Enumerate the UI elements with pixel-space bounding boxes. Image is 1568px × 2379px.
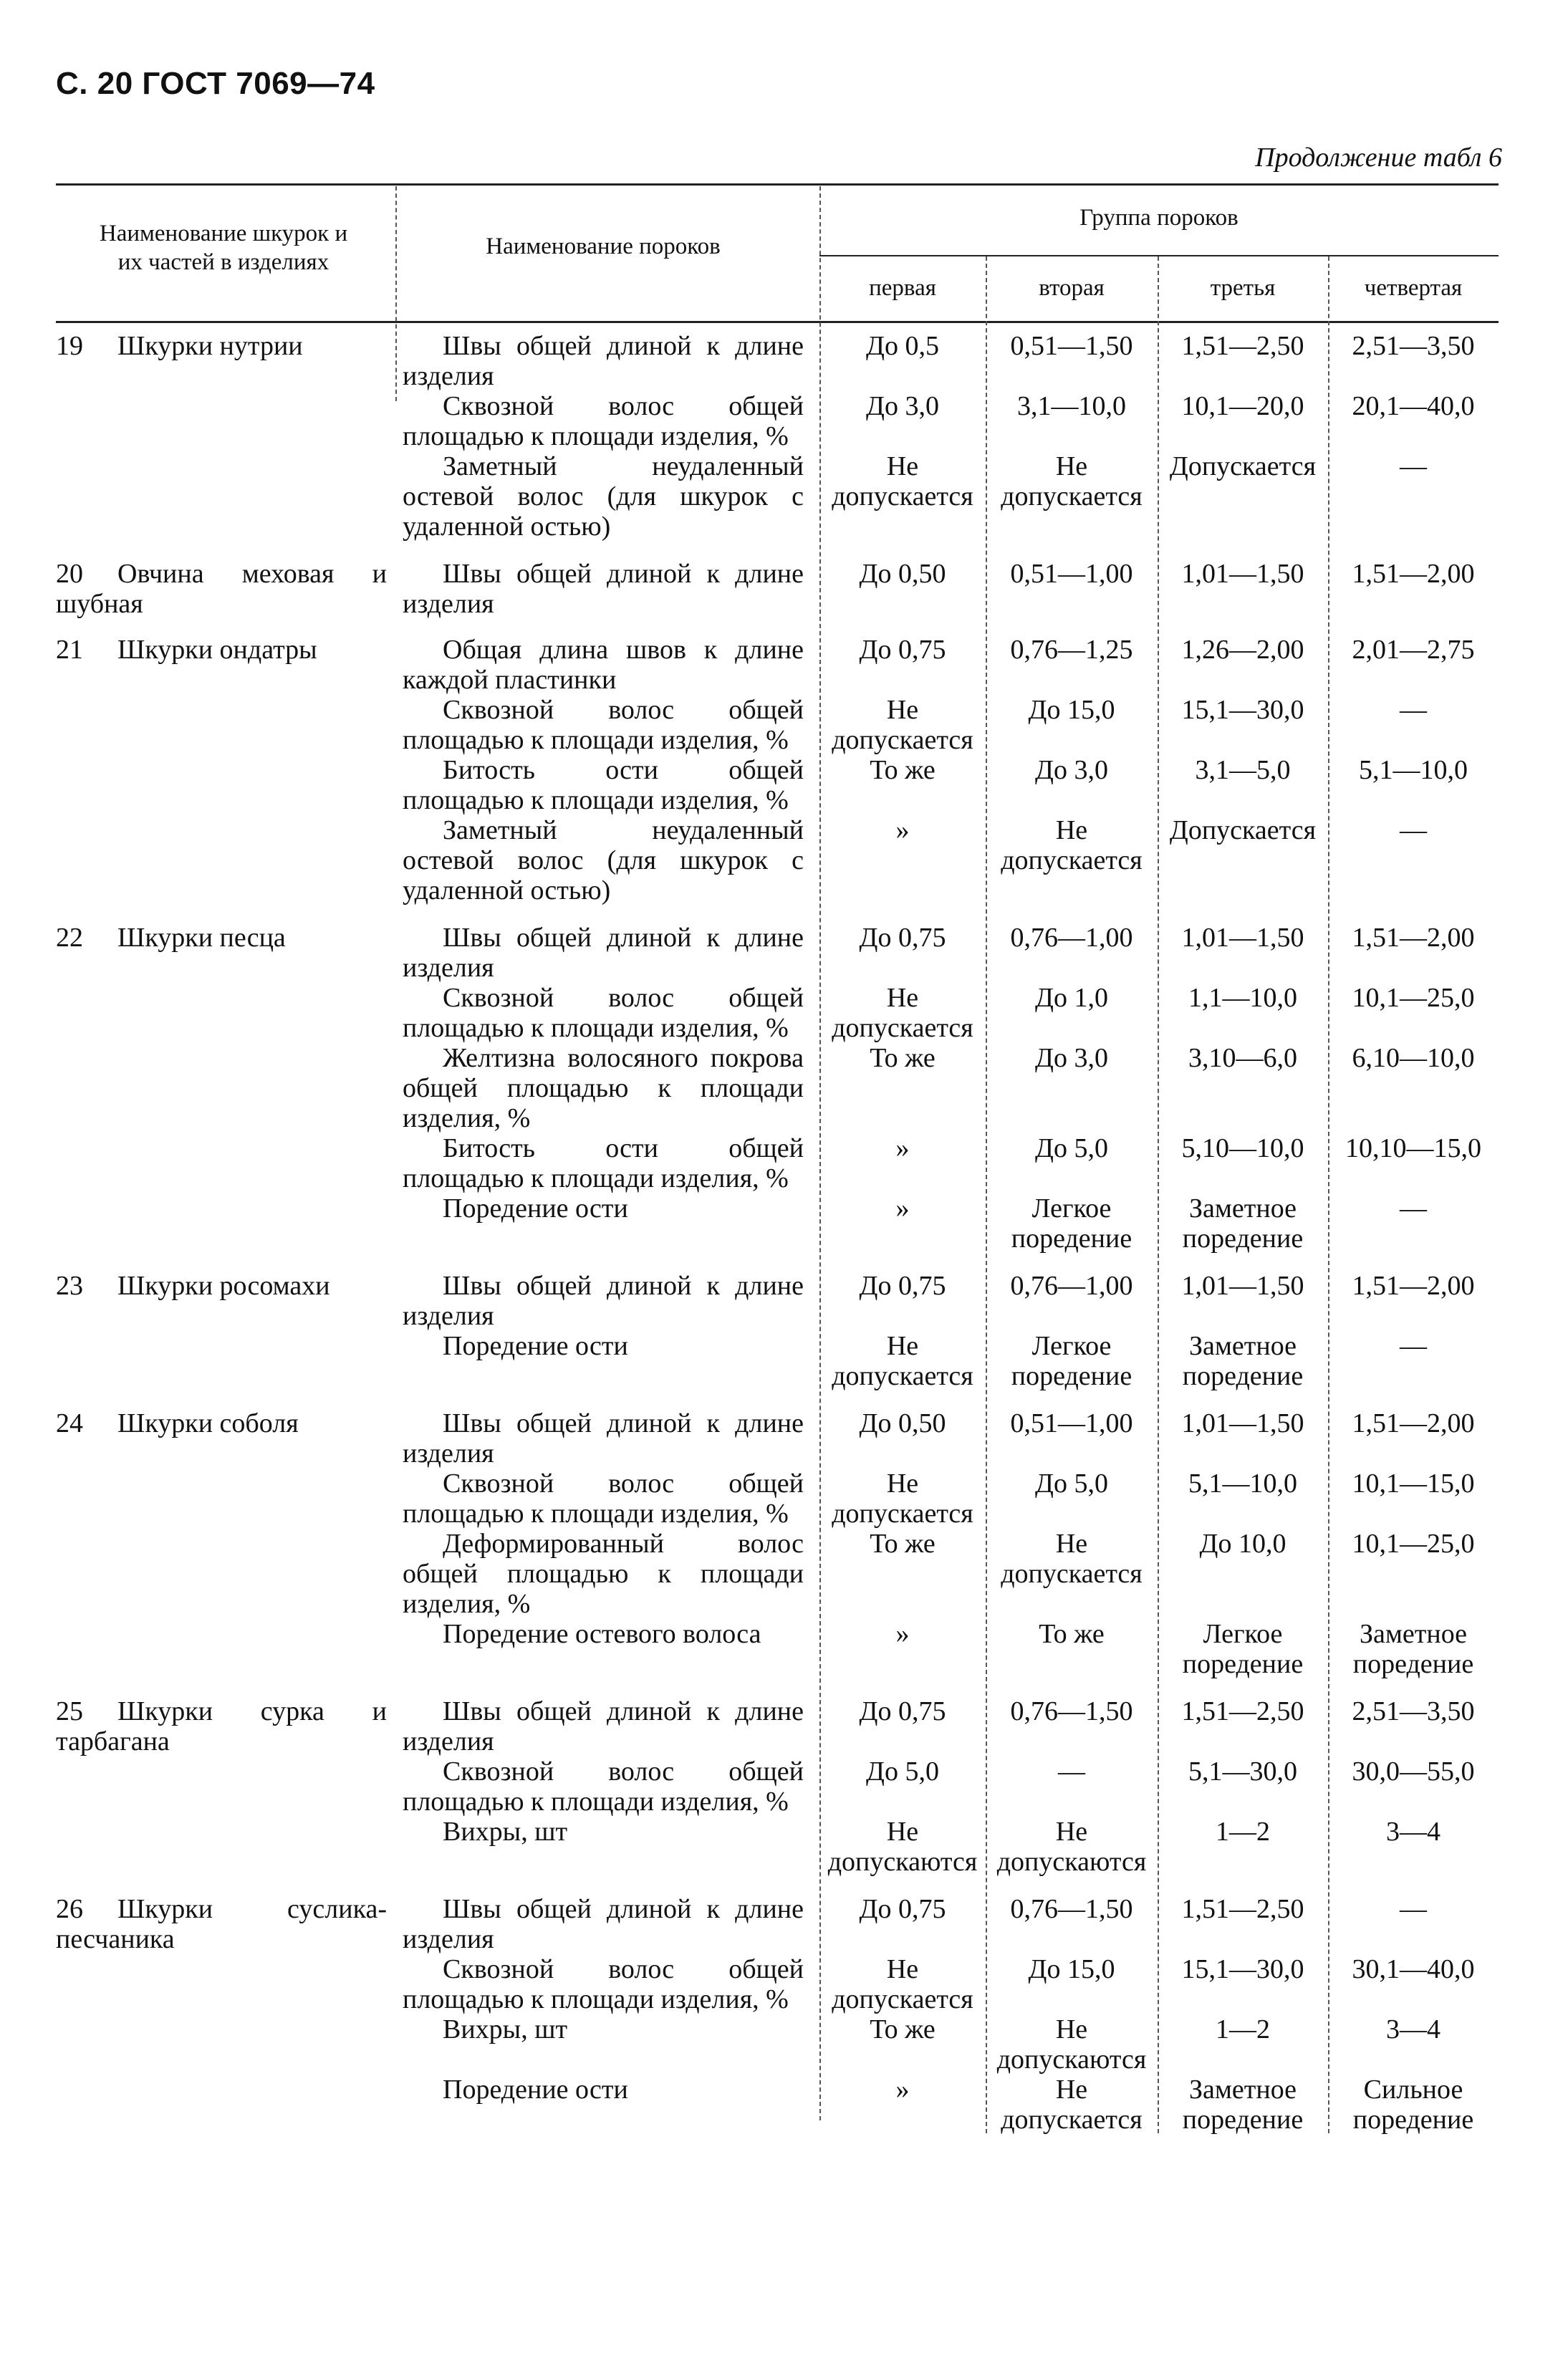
table-cell-group-3: 3,10—6,0: [1188, 1043, 1297, 1073]
table-cell-group-4: 2,51—3,50: [1352, 331, 1475, 361]
table-cell-group-1: Не допускается: [832, 1954, 973, 2014]
table-cell-item-name: [56, 1271, 387, 1301]
table-cell-group-1: До 0,75: [859, 1696, 946, 1726]
table-continuation-label: Продолжение табл 6: [1255, 143, 1502, 173]
table-cell-group-2: 0,76—1,00: [1010, 1271, 1133, 1301]
table-cell-group-1: Не допускается: [832, 695, 973, 755]
table-cell-group-1: Не допускается: [832, 451, 973, 511]
table-cell-defect: Поредение ости: [443, 1331, 628, 1361]
table-cell-group-1: До 5,0: [866, 1756, 939, 1787]
table-top-rule: [56, 183, 1499, 186]
row-number: 19: [56, 331, 83, 361]
table-cell-group-1: До 3,0: [866, 391, 939, 421]
group-subheader-rule: [819, 255, 1499, 256]
table-cell-defect: Вихры, шт: [443, 2014, 568, 2044]
table-cell-group-3: 1,51—2,50: [1181, 1894, 1304, 1924]
table-cell-group-3: Легкое поредение: [1182, 1619, 1304, 1679]
header-group-4: четвертая: [1364, 275, 1463, 301]
table-cell-group-4: —: [1400, 695, 1427, 725]
table-cell-group-1: До 0,50: [859, 559, 946, 589]
table-cell-defect: Поредение ости: [443, 2075, 628, 2105]
header-bottom-rule: [56, 321, 1499, 323]
table-cell-group-3: Допускается: [1169, 451, 1317, 481]
table-cell-item-name: [56, 923, 387, 953]
table-cell-group-2: 0,76—1,25: [1010, 635, 1133, 665]
table-cell-group-1: То же: [870, 2014, 935, 2044]
row-number: 26: [56, 1894, 83, 1924]
table-cell-group-2: 0,76—1,50: [1010, 1696, 1133, 1726]
table-cell-group-4: 1,51—2,00: [1352, 1271, 1475, 1301]
table-cell-group-2: До 3,0: [1035, 755, 1108, 785]
item-name: Шкурки сурка и тарбагана: [56, 1696, 387, 1756]
table-cell-group-1: До 0,75: [859, 1271, 946, 1301]
table-cell-defect: Сквозной волос общей площадью к площади изделия, %: [403, 1756, 804, 1817]
row-number: 22: [56, 923, 83, 953]
table-cell-group-1: До 0,75: [859, 635, 946, 665]
table-cell-group-4: 5,1—10,0: [1359, 755, 1468, 785]
table-cell-group-4: 20,1—40,0: [1352, 391, 1475, 421]
table-cell-defect: Швы общей длиной к длине изделия: [403, 1894, 804, 1954]
table-cell-defect: Швы общей длиной к длине изделия: [403, 1408, 804, 1469]
table-cell-group-3: 1,51—2,50: [1181, 331, 1304, 361]
table-cell-group-3: 1—2: [1216, 2014, 1270, 2044]
table-cell-defect: Заметный неудаленный остевой волос (для шкурок с удаленной остью): [403, 815, 804, 905]
row-number: 24: [56, 1408, 83, 1438]
item-name: Шкурки нутрии: [117, 331, 303, 361]
table-cell-group-1: До 0,75: [859, 1894, 946, 1924]
table-cell-group-2: До 5,0: [1035, 1469, 1108, 1499]
row-number: 25: [56, 1696, 83, 1726]
table-cell-defect: Швы общей длиной к длине изделия: [403, 923, 804, 983]
table-cell-group-3: 1—2: [1216, 1817, 1270, 1847]
table-cell-item-name: [56, 635, 387, 665]
table-cell-group-4: 6,10—10,0: [1352, 1043, 1475, 1073]
table-cell-group-2: До 3,0: [1035, 1043, 1108, 1073]
table-cell-group-1: Не допускается: [832, 1469, 973, 1529]
table-cell-group-1: »: [895, 1619, 910, 1649]
table-cell-group-3: 1,01—1,50: [1181, 559, 1304, 589]
table-cell-group-3: 1,51—2,50: [1181, 1696, 1304, 1726]
table-cell-group-3: Заметное поредение: [1182, 1193, 1304, 1254]
table-cell-group-4: —: [1400, 1331, 1427, 1361]
table-cell-group-4: —: [1400, 1193, 1427, 1224]
table-cell-group-3: 5,10—10,0: [1181, 1133, 1304, 1163]
table-cell-item-name: [56, 331, 387, 361]
table-cell-group-3: 1,26—2,00: [1181, 635, 1304, 665]
table-cell-group-2: Не допускаются: [996, 2014, 1147, 2075]
table-cell-group-3: 5,1—10,0: [1188, 1469, 1297, 1499]
table-cell-group-4: 3—4: [1386, 1817, 1440, 1847]
page-header: С. 20 ГОСТ 7069—74: [56, 66, 375, 101]
header-defect-name: Наименование пороков: [486, 234, 721, 259]
table-cell-group-4: Сильное поредение: [1352, 2075, 1474, 2135]
table-cell-group-2: До 15,0: [1028, 1954, 1115, 1984]
table-cell-defect: Сквозной волос общей площадью к площади изделия, %: [403, 983, 804, 1043]
table-cell-item-name: [56, 1408, 387, 1438]
table-cell-defect: Поредение остевого волоса: [443, 1619, 761, 1649]
item-name: Шкурки ондатры: [117, 635, 317, 665]
table-cell-defect: Поредение ости: [443, 1193, 628, 1224]
table-cell-group-4: 1,51—2,00: [1352, 923, 1475, 953]
table-cell-defect: Швы общей длиной к длине изделия: [403, 331, 804, 391]
table-cell-group-3: 15,1—30,0: [1181, 1954, 1304, 1984]
table-cell-group-4: 2,51—3,50: [1352, 1696, 1475, 1726]
table-cell-defect: Битость ости общей площадью к площади изделия, %: [403, 1133, 804, 1193]
table-cell-group-2: То же: [1039, 1619, 1105, 1649]
table-cell-group-3: Заметное поредение: [1182, 2075, 1304, 2135]
table-cell-item-name: [56, 559, 387, 619]
table-cell-defect: Швы общей длиной к длине изделия: [403, 1696, 804, 1756]
item-name: Шкурки росомахи: [117, 1271, 330, 1301]
table-cell-group-4: 3—4: [1386, 2014, 1440, 2044]
table-cell-group-2: 0,51—1,00: [1010, 559, 1133, 589]
table-cell-group-2: До 15,0: [1028, 695, 1115, 725]
table-cell-defect: Швы общей длиной к длине изделия: [403, 559, 804, 619]
table-cell-group-4: Заметное поредение: [1352, 1619, 1474, 1679]
table-cell-group-4: 1,51—2,00: [1352, 559, 1475, 589]
table-cell-defect: Сквозной волос общей площадью к площади изделия, %: [403, 695, 804, 755]
table-cell-group-2: Легкое поредение: [1011, 1331, 1132, 1391]
table-cell-group-4: 10,1—15,0: [1352, 1469, 1475, 1499]
item-name: Шкурки песца: [117, 923, 286, 953]
table-cell-defect: Сквозной волос общей площадью к площади изделия, %: [403, 391, 804, 451]
table-cell-group-1: До 0,50: [859, 1408, 946, 1438]
table-cell-group-1: Не допускается: [832, 983, 973, 1043]
row-number: 21: [56, 635, 83, 665]
table-cell-group-2: —: [1058, 1756, 1085, 1787]
table-cell-group-4: 1,51—2,00: [1352, 1408, 1475, 1438]
table-cell-group-1: »: [895, 1193, 910, 1224]
table-cell-group-3: 1,1—10,0: [1188, 983, 1297, 1013]
table-cell-group-3: До 10,0: [1199, 1529, 1286, 1559]
table-cell-group-4: 10,1—25,0: [1352, 1529, 1475, 1559]
header-defect-group: Группа пороков: [1079, 205, 1238, 231]
table-cell-group-2: 0,76—1,50: [1010, 1894, 1133, 1924]
table-cell-item-name: [56, 1696, 387, 1756]
table-cell-group-4: —: [1400, 815, 1427, 845]
table-cell-group-4: 10,1—25,0: [1352, 983, 1475, 1013]
table-cell-group-4: —: [1400, 451, 1427, 481]
item-name: Шкурки суслика-песчаника: [56, 1894, 387, 1954]
table-cell-group-4: 30,1—40,0: [1352, 1954, 1475, 1984]
table-cell-defect: Швы общей длиной к длине изделия: [403, 1271, 804, 1331]
table-cell-group-2: Не допускаются: [996, 1817, 1147, 1877]
table-cell-defect: Вихры, шт: [443, 1817, 568, 1847]
row-number: 23: [56, 1271, 83, 1301]
row-number: 20: [56, 559, 83, 589]
table-cell-item-name: [56, 1894, 387, 1954]
header-group-3: третья: [1210, 275, 1276, 301]
table-cell-group-1: То же: [870, 1529, 935, 1559]
table-cell-defect: Общая длина швов к длине каждой пластинки: [403, 635, 804, 695]
header-group-2: вторая: [1039, 275, 1105, 301]
table-cell-group-3: 15,1—30,0: [1181, 695, 1304, 725]
header-item-name: Наименование шкурок и их частей в изделиях: [99, 221, 348, 275]
table-cell-defect: Битость ости общей площадью к площади изделия, %: [403, 755, 804, 815]
header-group-1: первая: [869, 275, 936, 301]
table-cell-group-1: До 0,5: [866, 331, 939, 361]
table-cell-defect: Деформированный волос общей площадью к площади изделия, %: [403, 1529, 804, 1619]
table-cell-group-1: Не допускается: [832, 1331, 973, 1391]
table-cell-group-1: »: [895, 2075, 910, 2105]
table-cell-group-2: До 1,0: [1035, 983, 1108, 1013]
table-cell-group-3: 1,01—1,50: [1181, 1271, 1304, 1301]
table-cell-group-2: Не допускается: [1001, 815, 1143, 875]
table-cell-group-3: 5,1—30,0: [1188, 1756, 1297, 1787]
table-cell-group-4: 30,0—55,0: [1352, 1756, 1475, 1787]
table-cell-defect: Сквозной волос общей площадью к площади изделия, %: [403, 1469, 804, 1529]
table-cell-group-3: Допускается: [1169, 815, 1317, 845]
item-name: Шкурки соболя: [117, 1408, 299, 1438]
table-cell-defect: Желтизна волосяного покрова общей площадью к площади изделия, %: [403, 1043, 804, 1133]
table-cell-group-1: »: [895, 1133, 910, 1163]
table-cell-group-2: Не допускается: [1001, 2075, 1143, 2135]
table-cell-group-2: 0,51—1,50: [1010, 331, 1133, 361]
table-cell-group-1: Не допускаются: [827, 1817, 978, 1877]
table-cell-group-4: 10,10—15,0: [1345, 1133, 1481, 1163]
table-cell-group-2: 0,51—1,00: [1010, 1408, 1133, 1438]
table-cell-group-3: Заметное поредение: [1182, 1331, 1304, 1391]
table-cell-group-1: »: [895, 815, 910, 845]
column-divider: [395, 186, 397, 401]
table-cell-group-2: Легкое поредение: [1011, 1193, 1132, 1254]
table-cell-group-1: До 0,75: [859, 923, 946, 953]
table-cell-group-2: 3,1—10,0: [1017, 391, 1126, 421]
table-cell-group-1: То же: [870, 755, 935, 785]
table-cell-defect: Сквозной волос общей площадью к площади изделия, %: [403, 1954, 804, 2014]
table-cell-group-3: 3,1—5,0: [1195, 755, 1291, 785]
table-cell-group-3: 10,1—20,0: [1181, 391, 1304, 421]
table-cell-group-1: То же: [870, 1043, 935, 1073]
table-cell-group-2: 0,76—1,00: [1010, 923, 1133, 953]
item-name: Овчина меховая и шубная: [56, 559, 387, 619]
table-cell-group-4: 2,01—2,75: [1352, 635, 1475, 665]
table-cell-group-4: —: [1400, 1894, 1427, 1924]
table-cell-group-2: Не допускается: [1001, 1529, 1143, 1589]
table-cell-group-2: До 5,0: [1035, 1133, 1108, 1163]
table-cell-group-3: 1,01—1,50: [1181, 923, 1304, 953]
table-cell-group-2: Не допускается: [1001, 451, 1143, 511]
table-cell-defect: Заметный неудаленный остевой волос (для шкурок с удаленной остью): [403, 451, 804, 542]
table-cell-group-3: 1,01—1,50: [1181, 1408, 1304, 1438]
